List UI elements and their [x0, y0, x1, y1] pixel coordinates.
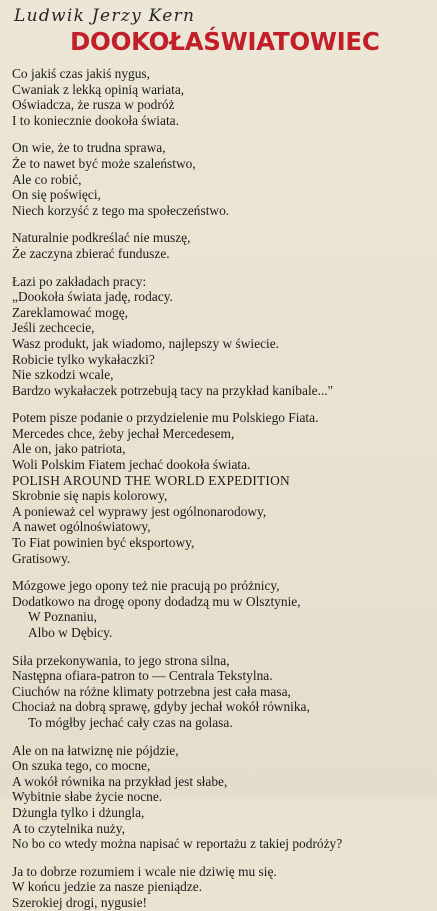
poem-line: Ale on, jako patriota,: [12, 441, 126, 457]
poem-line: Cwaniak z lekką opinią wariata,: [12, 81, 185, 97]
poem-line: Naturalnie podkreślać nie muszę,: [12, 230, 191, 246]
poem-line: Jeśli zechcecie,: [12, 320, 95, 336]
poem-line: Ja to dobrze rozumiem i wcale nie dziwię mu się.: [12, 863, 277, 879]
poem-title: DOOKOŁAŚWIATOWIEC: [70, 27, 380, 56]
poem-line: Nie szkodzi wcale,: [12, 367, 114, 383]
poem-line: Mercedes chce, żeby jechał Mercedesem,: [12, 425, 235, 441]
poem-line: Robicie tylko wykałaczki?: [12, 351, 155, 367]
poem-line: Dodatkowo na drogę opony dodadzą mu w Olsztynie,: [12, 593, 301, 609]
poem-line: Siła przekonywania, to jego strona silna,: [12, 652, 230, 668]
poem-line: Gratisowy.: [12, 550, 71, 566]
poem-line: I to koniecznie dookoła świata.: [12, 112, 179, 128]
poem-line: Niech korzyść z tego ma społeczeństwo.: [12, 202, 230, 218]
poem-line: Oświadcza, że rusza w podróż: [12, 97, 175, 113]
stanza: [12, 66, 423, 128]
poem-line: Albo w Dębicy.: [28, 625, 113, 640]
poem-line: Zareklamować mogę,: [12, 304, 128, 320]
poem-line: On wie, że to trudna sprawa,: [12, 140, 166, 156]
poem-line: Ciuchów na różne klimaty potrzebna jest cała masa,: [12, 683, 291, 699]
poem-line: W końcu jedzie za nasze pieniądze.: [12, 879, 203, 895]
poem-line: Wasz produkt, jak wiadomo, najlepszy w świecie.: [12, 335, 280, 351]
stanza: [12, 653, 423, 731]
poem-line: Ale on na łatwiznę nie pójdzie,: [12, 742, 179, 758]
poem-line: A wokół równika na przykład jest słabe,: [12, 773, 228, 789]
poem-line: Chociaż na dobrą sprawę, gdyby jechał wokół równika,: [12, 699, 310, 715]
poem-line: Potem pisze podanie o przydzielenie mu Polskiego Fiata.: [12, 410, 319, 426]
poem-line: To Fiat powinien być eksportowy,: [12, 535, 195, 551]
poem-line: A to czytelnika nuży,: [12, 820, 125, 836]
poem-line: Woli Polskim Fiatem jechać dookoła świata.: [12, 457, 251, 473]
stanza: [12, 230, 423, 261]
poem-line: A ponieważ cel wyprawy jest ogólnonarodowy,: [12, 503, 267, 519]
stanza: [12, 410, 423, 566]
poem-line: Dżungla tylko i dżungla,: [12, 804, 145, 820]
poem-body: [12, 66, 423, 911]
poem-line: Skrobnie się napis kolorowy,: [12, 488, 168, 504]
poem-line: POLISH AROUND THE WORLD EXPEDITION: [12, 472, 290, 488]
poem-line: Szerokiej drogi, nygusie!: [12, 894, 147, 910]
poem-line: No bo co wtedy można napisać w reportażu z takiej podróży?: [12, 836, 343, 852]
poem-line: A nawet ogólnoświatowy,: [12, 519, 151, 535]
poem-line: „Dookoła świata jadę, rodacy.: [12, 289, 173, 305]
poem-line: Co jakiś czas jakiś nygus,: [12, 66, 150, 81]
stanza: [12, 274, 423, 399]
poem-line: Ale co robić,: [12, 171, 82, 187]
poem-line: On się poświęci,: [12, 187, 101, 203]
poem-line: W Poznaniu,: [28, 609, 97, 625]
poem-line: On szuka tego, co mocne,: [12, 758, 151, 774]
poem-line: Następna ofiara-patron to — Centrala Tekstylna.: [12, 668, 273, 684]
author-byline: Ludwik Jerzy Kern: [14, 6, 196, 26]
poem-line: Łazi po zakładach pracy:: [12, 273, 147, 289]
stanza: [12, 864, 423, 911]
poem-line: To mógłby jechać cały czas na golasa.: [28, 714, 233, 730]
stanza: [12, 578, 423, 640]
poem-line: Że zaczyna zbierać fundusze.: [12, 245, 170, 261]
poem-line: Wybitnie słabe życie nocne.: [12, 789, 163, 805]
poem-line: Mózgowe jego opony też nie pracują po próżnicy,: [12, 578, 280, 594]
poem-line: Że to nawet być może szaleństwo,: [12, 155, 196, 171]
poem-line: Bardzo wykałaczek potrzebują tacy na przykład kanibale...": [12, 382, 334, 398]
stanza: [12, 140, 423, 218]
stanza: [12, 743, 423, 852]
